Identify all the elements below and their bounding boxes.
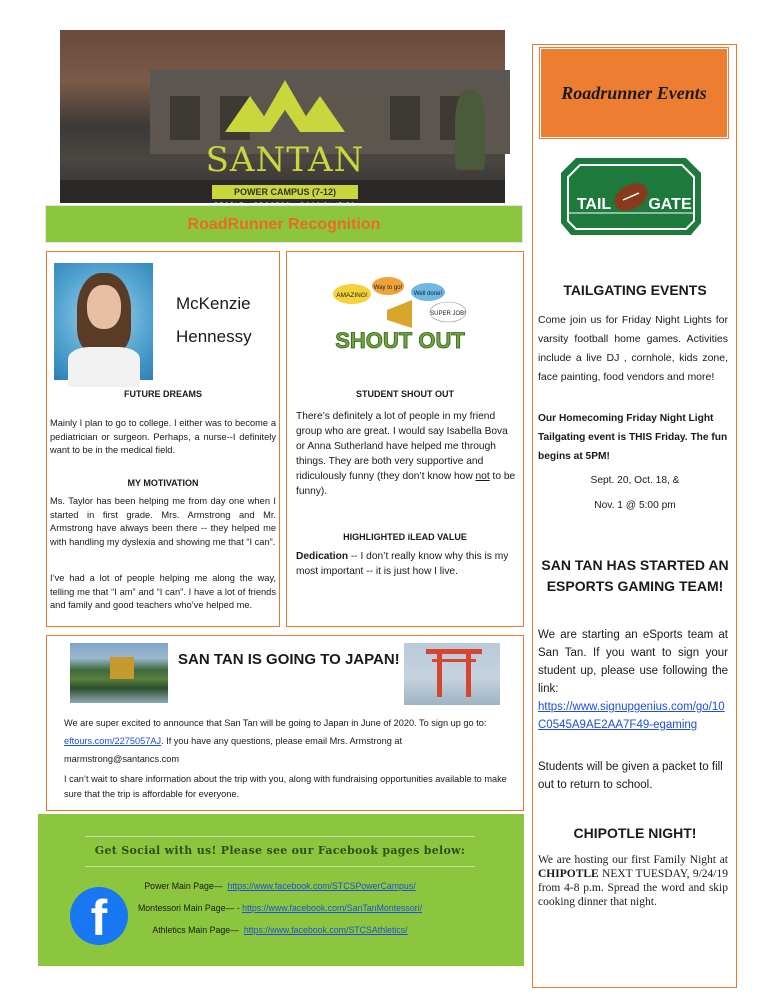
- megaphone-icon: [387, 300, 412, 328]
- bubble-way-to-go-text: Way to go!: [373, 285, 403, 291]
- student-last-name: Hennessy: [176, 327, 252, 346]
- japan-paragraph-1: We are super excited to announce that San Tan will be going to Japan in June of 2020. To sign up go to: eftours.com/2275057AJ. If you have any questions, please email Mrs. Armstrong at marmstrong@santancs.com: [64, 718, 487, 764]
- future-dreams-heading: FUTURE DREAMS: [124, 389, 202, 399]
- esports-signup-link[interactable]: https://www.signupgenius.com/go/10C0545A9AE2AA7F49-egaming: [538, 701, 725, 731]
- recognition-header: RoadRunner Recognition: [45, 205, 523, 243]
- esports-after-text: Students will be given a packet to fill out to return to school.: [538, 761, 723, 791]
- shout-out-graphic: [332, 276, 468, 358]
- header-banner-image: [60, 30, 505, 203]
- ilead-text: Dedication -- I don’t really know why this is my most important -- it is just how I live.: [296, 551, 509, 577]
- bubble-super-job-text: SUPER JOB!: [430, 311, 466, 317]
- social-line-power: Power Main Page— https://www.facebook.com/STCSPowerCampus/: [144, 881, 416, 891]
- santan-logo: [190, 60, 380, 210]
- athletics-facebook-link[interactable]: https://www.facebook.com/STCSAthletics/: [243, 925, 408, 935]
- power-facebook-link[interactable]: https://www.facebook.com/STCSPowerCampus/: [227, 881, 416, 891]
- tailgate-logo: [556, 153, 706, 238]
- golden-pavilion-image: [70, 643, 168, 703]
- future-dreams-text: Mainly I plan to go to college. I either was to become a pediatrician or surgeon. Perhaps, a nurse--I definitely want to be in the medical field.: [50, 418, 276, 455]
- chipotle-text: We are hosting our first Family Night at CHIPOTLE NEXT TUESDAY, 9/24/19 from 4-8 p.m. Spread the word and skip cooking dinner that night.: [538, 854, 728, 908]
- motivation-heading: MY MOTIVATION: [127, 478, 199, 488]
- shout-out-heading: STUDENT SHOUT OUT: [356, 389, 454, 399]
- bubble-amazing-text: AMAZING!: [336, 292, 368, 299]
- japan-paragraph-2: I can’t wait to share information about the trip with you, along with fundraising opportunities available to make sure that the trip is affordable for everyone.: [64, 774, 507, 799]
- social-heading: Get Social with us! Please see our Facebook pages below:: [94, 844, 466, 857]
- tailgate-left-text: TAIL: [576, 196, 612, 213]
- esports-heading: SAN TAN HAS STARTED AN ESPORTS GAMING TEAM!: [541, 557, 729, 594]
- esports-text: We are starting an eSports team at San Tan. If you want to sign your student up, please use following the link:: [538, 629, 728, 695]
- eftours-link[interactable]: eftours.com/2275057AJ: [64, 736, 162, 746]
- japan-heading: SAN TAN IS GOING TO JAPAN!: [178, 651, 400, 668]
- shout-out-art-text: SHOUT OUT: [335, 328, 465, 353]
- tailgating-dates-2: Nov. 1 @ 5:00 pm: [594, 500, 676, 511]
- motivation-text-1: Ms. Taylor has been helping me from day one when I started in first grade. Mrs. Armstrong and Mr. Armstrong have always been there -- they helped me with handling my dyslexia and showing me that “I can”.: [50, 496, 276, 547]
- student-photo: [54, 263, 153, 380]
- ilead-heading: HIGHLIGHTED iLEAD VALUE: [343, 532, 467, 542]
- events-title: Roadrunner Events: [540, 48, 728, 138]
- logo-wordmark: SANTAN: [205, 140, 365, 180]
- montessori-facebook-link[interactable]: https://www.facebook.com/SanTanMontessori/: [242, 903, 423, 913]
- social-top-rule: [85, 836, 475, 837]
- logo-campus-bar: POWER CAMPUS (7-12): [212, 185, 358, 199]
- tailgating-dates-1: Sept. 20, Oct. 18, &: [590, 475, 680, 486]
- student-first-name: McKenzie: [176, 294, 251, 313]
- tailgating-heading: TAILGATING EVENTS: [563, 282, 707, 298]
- torii-gate-image: [404, 643, 500, 705]
- shout-out-text: There’s definitely a lot of people in my friend group who are great. I would say Isabella Bova or Anna Sutherland have helped me through things. They are both very supportive and ridiculously funny (they don’t know how not to be funny).: [296, 411, 516, 497]
- social-bottom-rule: [85, 866, 475, 867]
- bubble-well-done-text: Well done!: [413, 291, 443, 297]
- social-line-montessori: Montessori Main Page— - https://www.facebook.com/SanTanMontessori/: [137, 903, 423, 913]
- social-line-athletics: Athletics Main Page— https://www.facebook.com/STCSAthletics/: [152, 925, 408, 935]
- facebook-icon[interactable]: f: [70, 887, 128, 945]
- chipotle-heading: CHIPOTLE NIGHT!: [573, 825, 697, 841]
- tailgate-right-text: GATE: [648, 196, 692, 213]
- motivation-text-2: I’ve had a lot of people helping me along the way, telling me that “I am” and “I can”. I have a lot of friends and family and good teachers who’ve helped me.: [50, 573, 276, 610]
- tailgating-text: Come join us for Friday Night Lights for varsity football home games. Activities include a live DJ , cornhole, kids zone, face painting, food vendors and more!: [538, 314, 728, 383]
- homecoming-text: Our Homecoming Friday Night Light Tailgating event is THIS Friday. The fun begins at 5PM!: [538, 413, 728, 462]
